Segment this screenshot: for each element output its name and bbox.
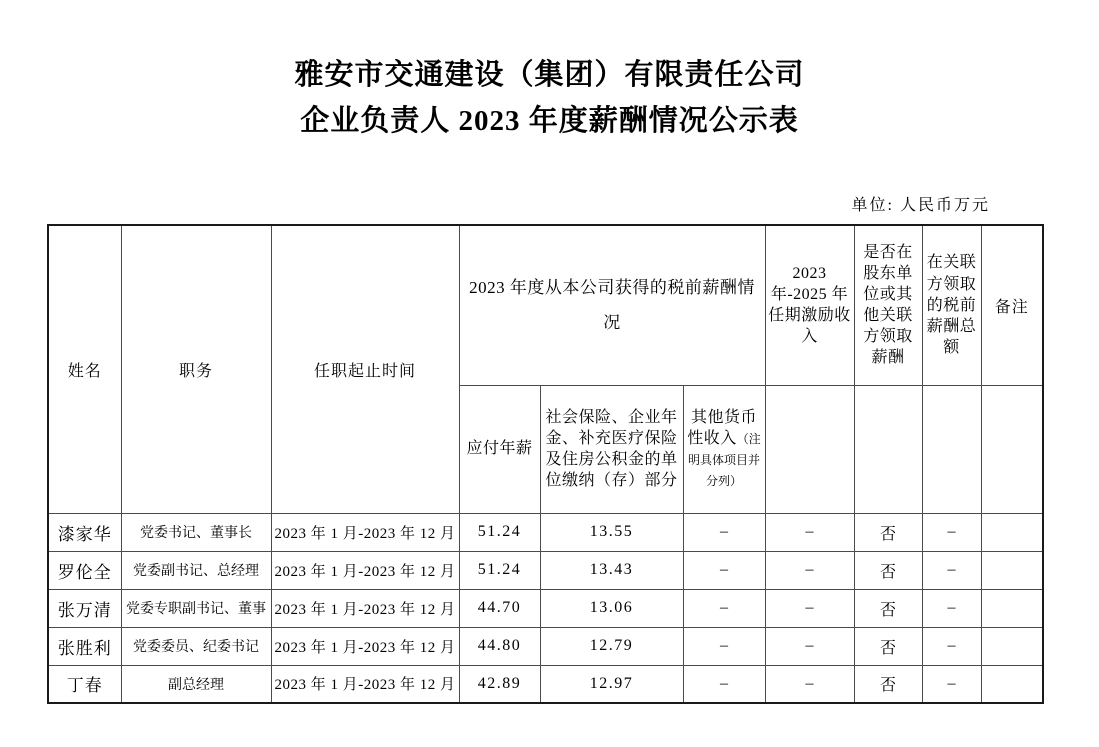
header-remarks: 备注 [981, 225, 1043, 385]
cell-related-party-amount: – [922, 665, 981, 703]
cell-insurance: 13.43 [540, 551, 683, 589]
header-social-insurance: 社会保险、企业年金、补充医疗保险及住房公积金的单位缴纳（存）部分 [540, 385, 683, 513]
unit-label: 单位: 人民币万元 [851, 197, 990, 214]
cell-related-party-flag: 否 [854, 513, 922, 551]
cell-name: 张胜利 [48, 627, 121, 665]
cell-name: 丁春 [48, 665, 121, 703]
cell-position: 党委专职副书记、董事 [121, 589, 271, 627]
header-position: 职务 [121, 225, 271, 513]
cell-salary: 44.80 [459, 627, 540, 665]
header-term: 任职起止时间 [271, 225, 459, 513]
header-row-1 [48, 225, 1043, 385]
cell-other-income: – [683, 551, 765, 589]
header-salary-payable: 应付年薪 [459, 385, 540, 513]
cell-name: 张万清 [48, 589, 121, 627]
header-other-income-main: 其他货币性收入 [687, 408, 757, 447]
cell-insurance: 13.55 [540, 513, 683, 551]
cell-salary: 42.89 [459, 665, 540, 703]
cell-term-incentive: – [765, 551, 854, 589]
cell-other-income: – [683, 665, 765, 703]
table-row [48, 589, 1043, 627]
table-row [48, 665, 1043, 703]
cell-salary: 51.24 [459, 551, 540, 589]
cell-term-incentive: – [765, 627, 854, 665]
cell-salary: 44.70 [459, 589, 540, 627]
empty-header-cell [854, 385, 922, 513]
cell-remark [981, 513, 1043, 551]
table-row [48, 513, 1043, 551]
cell-term: 2023 年 1 月-2023 年 12 月 [271, 513, 459, 551]
cell-remark [981, 551, 1043, 589]
cell-term: 2023 年 1 月-2023 年 12 月 [271, 551, 459, 589]
cell-position: 副总经理 [121, 665, 271, 703]
cell-position: 党委副书记、总经理 [121, 551, 271, 589]
cell-term: 2023 年 1 月-2023 年 12 月 [271, 627, 459, 665]
header-term-incentive: 2023 年-2025 年任期激励收入 [765, 225, 854, 385]
cell-related-party-flag: 否 [854, 627, 922, 665]
cell-term-incentive: – [765, 589, 854, 627]
cell-related-party-flag: 否 [854, 665, 922, 703]
cell-insurance: 12.79 [540, 627, 683, 665]
header-compensation-group: 2023 年度从本公司获得的税前薪酬情况 [459, 225, 765, 385]
cell-other-income: – [683, 627, 765, 665]
cell-remark [981, 665, 1043, 703]
title-line-1: 雅安市交通建设（集团）有限责任公司 [294, 59, 805, 91]
cell-related-party-amount: – [922, 513, 981, 551]
document-title [0, 0, 1099, 144]
table-row [48, 551, 1043, 589]
cell-other-income: – [683, 589, 765, 627]
cell-remark [981, 589, 1043, 627]
cell-term-incentive: – [765, 665, 854, 703]
empty-header-cell [922, 385, 981, 513]
cell-related-party-flag: 否 [854, 551, 922, 589]
cell-position: 党委书记、董事长 [121, 513, 271, 551]
cell-related-party-amount: – [922, 551, 981, 589]
cell-name: 罗伦全 [48, 551, 121, 589]
cell-insurance: 12.97 [540, 665, 683, 703]
cell-term: 2023 年 1 月-2023 年 12 月 [271, 589, 459, 627]
salary-table [47, 224, 1044, 704]
cell-name: 漆家华 [48, 513, 121, 551]
cell-related-party-amount: – [922, 589, 981, 627]
header-other-income [683, 385, 765, 513]
header-related-party-amount: 在关联方领取的税前薪酬总额 [922, 225, 981, 385]
empty-header-cell [981, 385, 1043, 513]
cell-related-party-amount: – [922, 627, 981, 665]
cell-term-incentive: – [765, 513, 854, 551]
empty-header-cell [765, 385, 854, 513]
header-related-party-flag: 是否在股东单位或其他关联方领取薪酬 [854, 225, 922, 385]
header-name: 姓名 [48, 225, 121, 513]
title-line-2: 企业负责人 2023 年度薪酬情况公示表 [300, 105, 799, 137]
cell-other-income: – [683, 513, 765, 551]
cell-position: 党委委员、纪委书记 [121, 627, 271, 665]
table-row [48, 627, 1043, 665]
cell-insurance: 13.06 [540, 589, 683, 627]
cell-term: 2023 年 1 月-2023 年 12 月 [271, 665, 459, 703]
cell-remark [981, 627, 1043, 665]
cell-related-party-flag: 否 [854, 589, 922, 627]
cell-salary: 51.24 [459, 513, 540, 551]
header-other-income-note: （注明具体项目并分列） [687, 431, 761, 489]
